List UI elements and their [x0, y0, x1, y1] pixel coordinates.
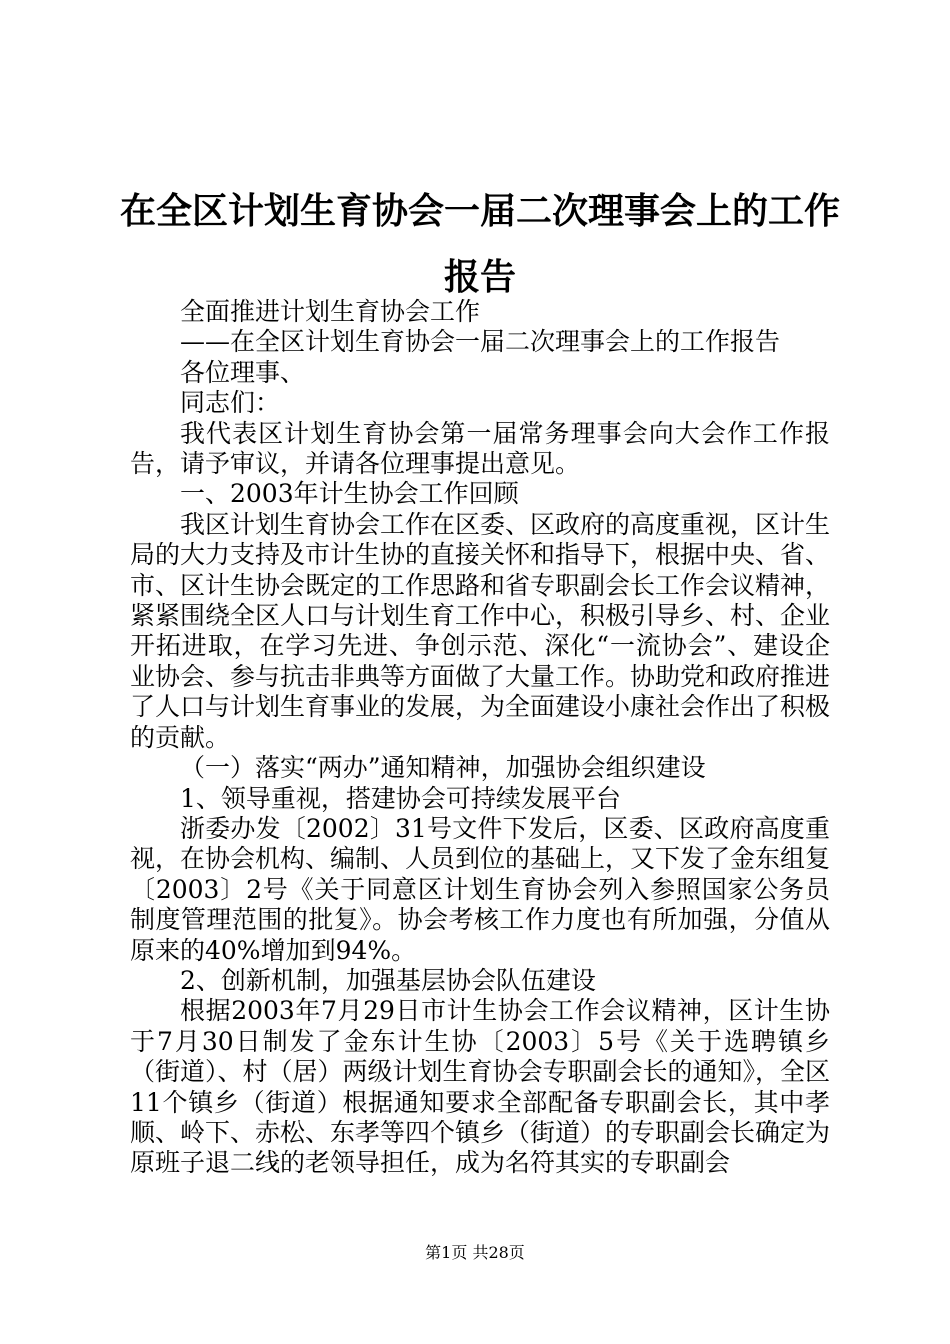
item-heading-2: 2、创新机制，加强基层协会队伍建设 — [180, 965, 596, 995]
paragraph-item-2: 根据2003年7月29日市计生协会工作会议精神，区计生协于7月30日制发了金东计生协〔2003〕5号《关于选聘镇乡（街道）、村（居）两级计划生育协会专职副会长的通知》，全区11个镇乡（街道）根据通知要求全部配备专职副会长，其中孝顺、岭下、赤松、东孝等四个镇乡（街道）的专职副会长确定为原班子退二线的老领导担任，成为名符其实的专职副会 — [130, 996, 831, 1178]
document-body — [130, 297, 830, 1179]
paragraph-review: 我区计划生育协会工作在区委、区政府的高度重视，区计生局的大力支持及市计生协的直接关怀和指导下，根据中央、省、市、区计生协会既定的工作思路和省专职副会长工作会议精神，紧紧围绕全区人口与计划生育工作中心，积极引导乡、村、企业开拓进取，在学习先进、争创示范、深化“一流协会”、建设企业协会、参与抗击非典等方面做了大量工作。协助党和政府推进了人口与计划生育事业的发展，为全面建设小康社会作出了积极的贡献。 — [130, 509, 831, 752]
paragraph-salutation: 各位理事、 — [180, 357, 306, 387]
document-title: 在全区计划生育协会一届二次理事会上的工作报告 — [120, 190, 841, 298]
subsection-heading: （一）落实“两办”通知精神，加强协会组织建设 — [180, 753, 706, 783]
item-heading-1: 1、领导重视，搭建协会可持续发展平台 — [180, 783, 621, 813]
section-heading: 一、2003年计生协会工作回顾 — [180, 479, 519, 509]
paragraph-subtitle: 全面推进计划生育协会工作 — [180, 297, 481, 326]
paragraph-subtitle-line: ——在全区计划生育协会一届二次理事会上的工作报告 — [180, 327, 781, 357]
paragraph-salutation-2: 同志们： — [180, 388, 281, 418]
paragraph-intro: 我代表区计划生育协会第一届常务理事会向大会作工作报告，请予审议，并请各位理事提出意见。 — [130, 418, 830, 479]
page-number-footer: 第1页 共28页 — [425, 1243, 525, 1262]
paragraph-item-1: 浙委办发〔2002〕31号文件下发后，区委、区政府高度重视，在协会机构、编制、人员到位的基础上，又下发了金东组复〔2003〕2号《关于同意区计划生育协会列入参照国家公务员制度管理范围的批复》。协会考核工作力度也有所加强，分值从原来的40%增加到94%。 — [130, 813, 831, 965]
